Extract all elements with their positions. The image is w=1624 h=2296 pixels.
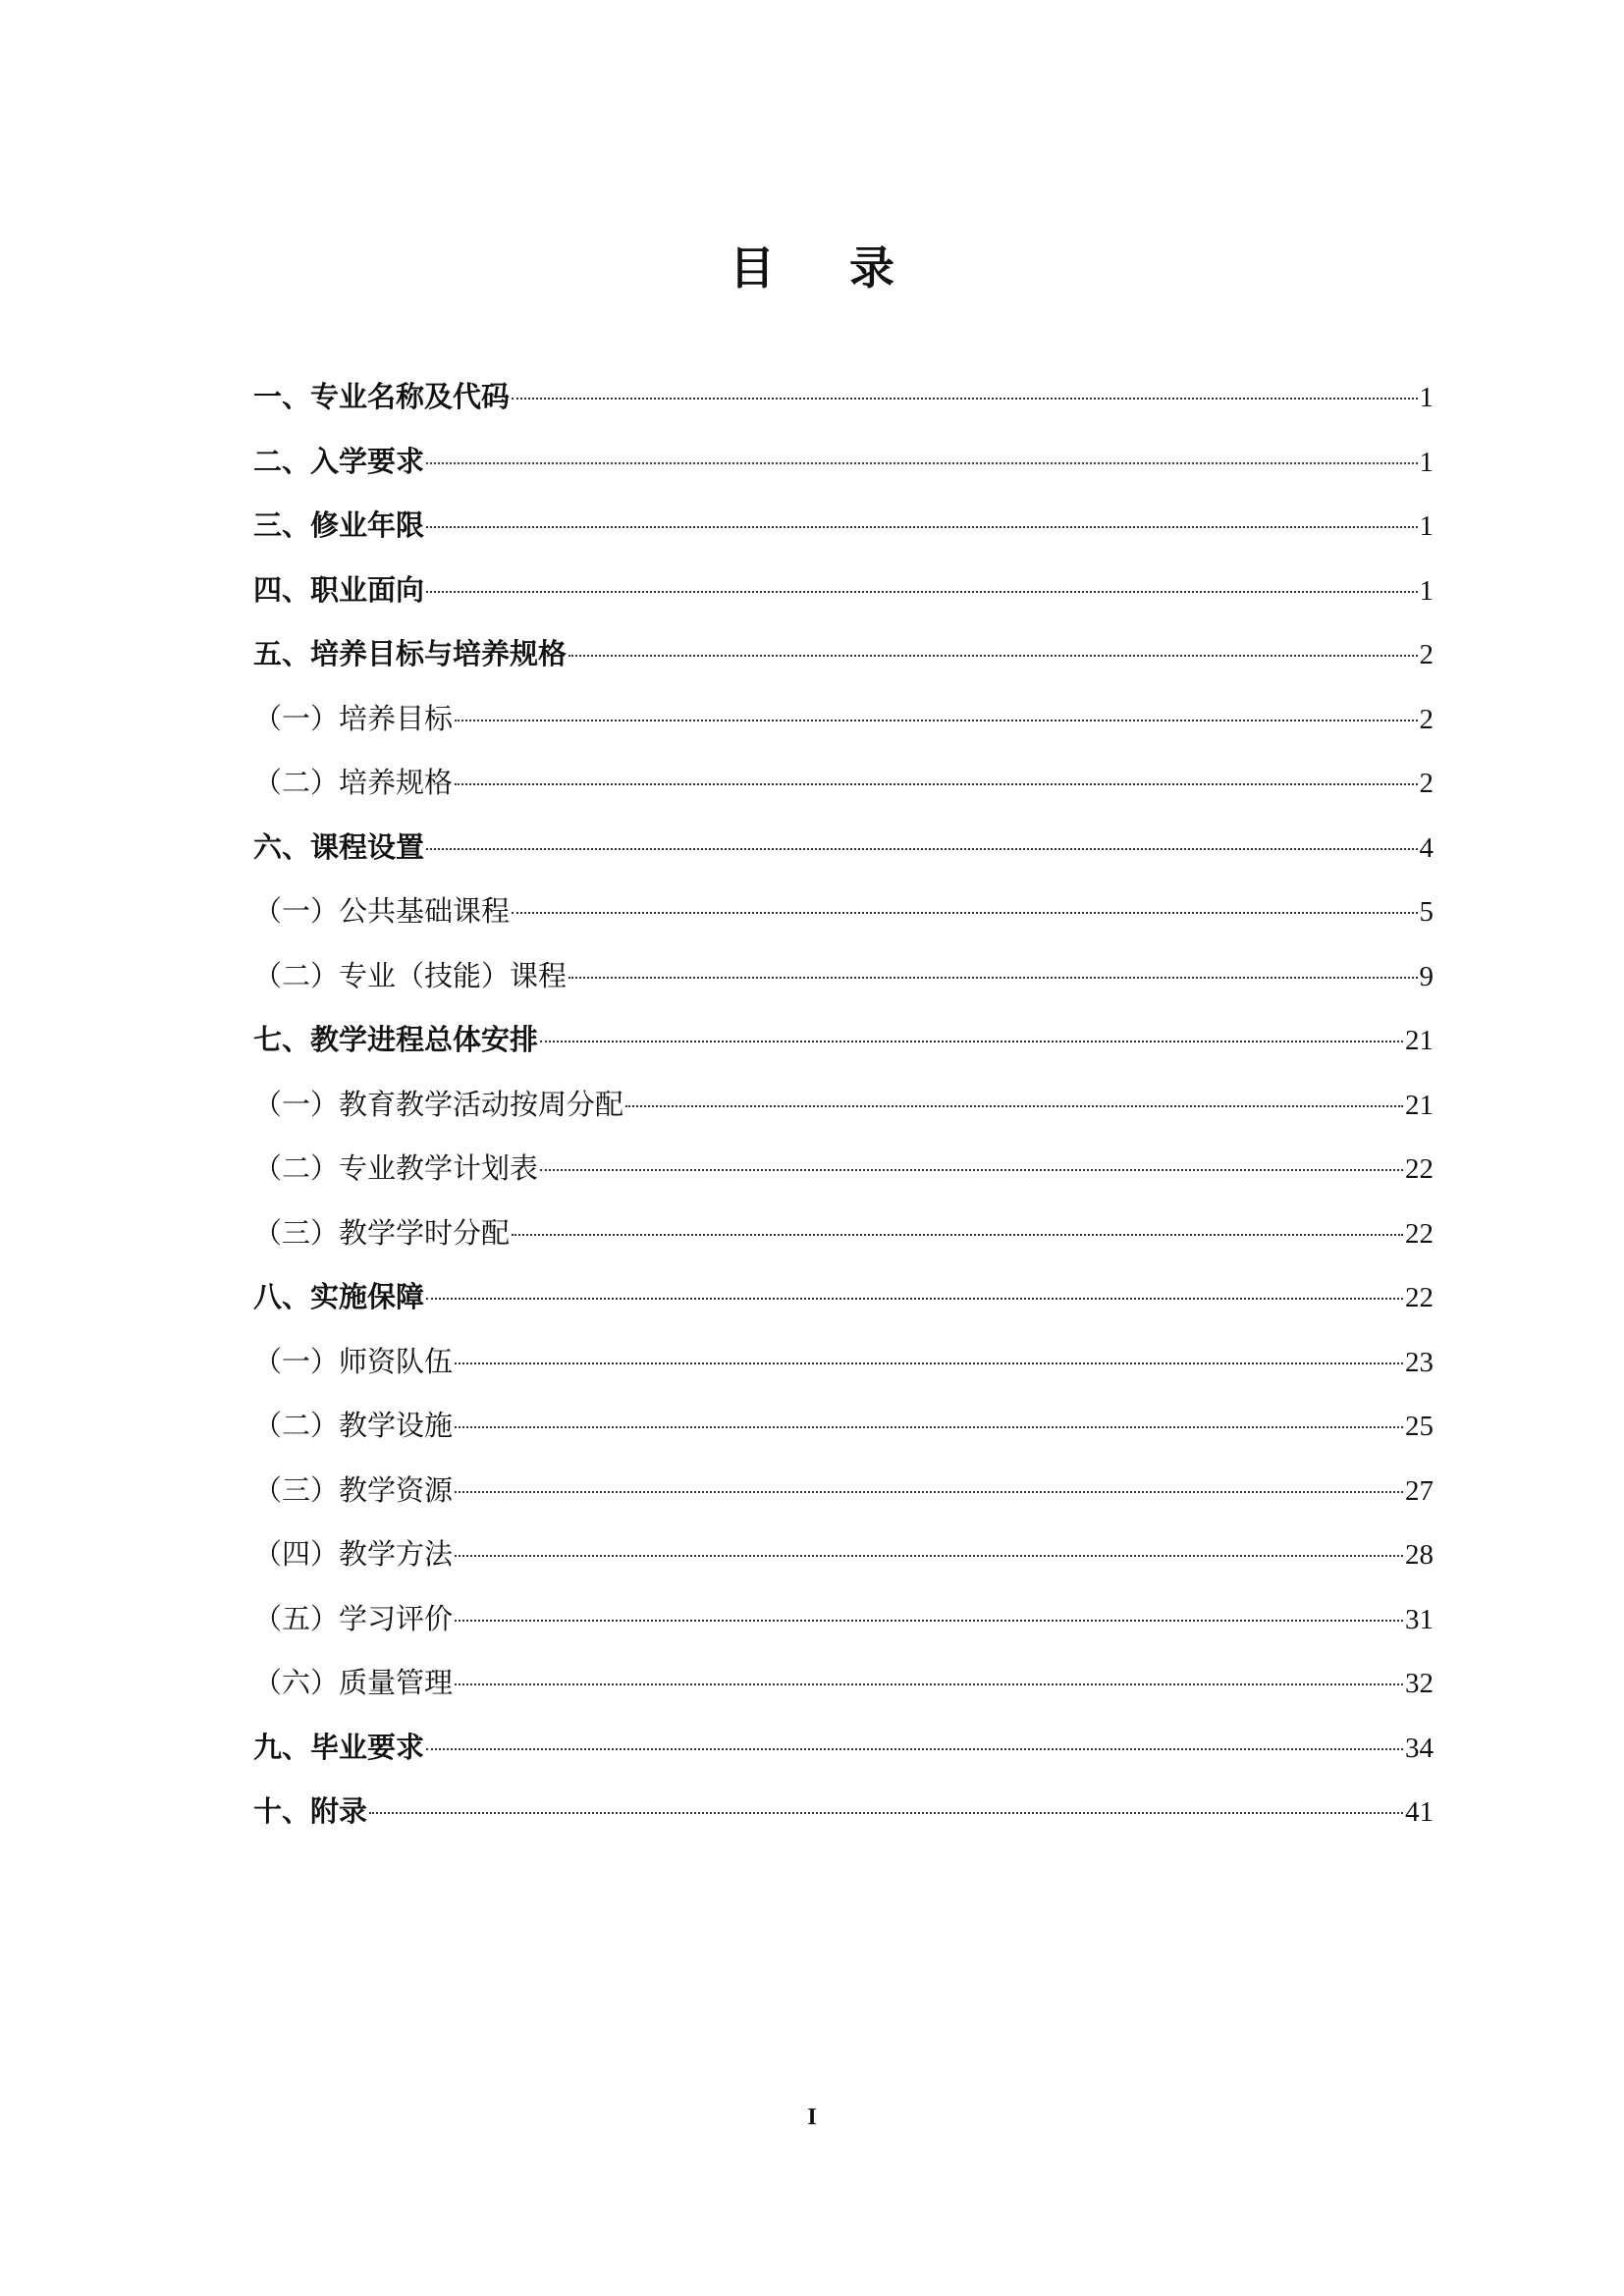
toc-subsection-entry[interactable] xyxy=(253,1651,1434,1716)
toc-subsection-entry[interactable] xyxy=(253,1522,1434,1587)
toc-entry-title: （四）教学方法 xyxy=(253,1537,454,1571)
dot-leader xyxy=(540,1169,1403,1171)
toc-entry-page-number: 1 xyxy=(1419,510,1434,542)
toc-subsection-entry[interactable] xyxy=(253,1587,1434,1652)
toc-entry-page-number: 1 xyxy=(1419,382,1434,413)
toc-entry-title: 一、专业名称及代码 xyxy=(253,380,511,413)
toc-section-entry[interactable] xyxy=(253,1265,1434,1330)
toc-subsection-entry[interactable] xyxy=(253,944,1434,1009)
dot-leader xyxy=(426,462,1417,464)
toc-subsection-entry[interactable] xyxy=(253,880,1434,944)
toc-subsection-entry[interactable] xyxy=(253,751,1434,816)
page-title: 目 录 xyxy=(729,240,924,294)
dot-leader xyxy=(426,1298,1403,1300)
toc-entry-title: （一）培养目标 xyxy=(253,701,454,735)
toc-subsection-entry[interactable] xyxy=(253,1330,1434,1395)
toc-section-entry[interactable] xyxy=(253,494,1434,559)
toc-subsection-entry[interactable] xyxy=(253,1073,1434,1138)
toc-entry-title: 二、入学要求 xyxy=(253,444,425,478)
toc-subsection-entry[interactable] xyxy=(253,1459,1434,1523)
toc-subsection-entry[interactable] xyxy=(253,1137,1434,1201)
toc-entry-page-number: 4 xyxy=(1419,831,1434,864)
toc-entry-page-number: 32 xyxy=(1405,1668,1434,1699)
toc-entry-page-number: 22 xyxy=(1405,1153,1434,1185)
toc-section-entry[interactable] xyxy=(253,816,1434,881)
dot-leader xyxy=(540,1041,1403,1042)
dot-leader xyxy=(512,398,1417,400)
dot-leader xyxy=(455,1683,1403,1685)
toc-entry-title: 五、培养目标与培养规格 xyxy=(253,637,568,670)
toc-section-entry[interactable] xyxy=(253,1716,1434,1781)
toc-entry-title: （六）质量管理 xyxy=(253,1666,454,1699)
page-number: I xyxy=(807,2105,817,2130)
toc-entry-page-number: 21 xyxy=(1405,1025,1434,1056)
toc-entry-title: （二）教学设施 xyxy=(253,1409,454,1442)
toc-entry-title: 八、实施保障 xyxy=(253,1280,425,1313)
toc-entry-title: （一）教育教学活动按周分配 xyxy=(253,1087,624,1121)
toc-entry-page-number: 31 xyxy=(1405,1603,1434,1635)
toc-entry-page-number: 21 xyxy=(1405,1089,1434,1121)
toc-section-entry[interactable] xyxy=(253,430,1434,495)
toc-entry-page-number: 41 xyxy=(1405,1796,1434,1828)
dot-leader xyxy=(426,848,1417,850)
toc-entry-page-number: 1 xyxy=(1419,446,1434,478)
dot-leader xyxy=(455,1362,1403,1364)
toc-entry-page-number: 27 xyxy=(1405,1474,1434,1507)
toc-section-entry[interactable] xyxy=(253,365,1434,430)
toc-entry-title: （二）专业（技能）课程 xyxy=(253,958,568,992)
toc-subsection-entry[interactable] xyxy=(253,1201,1434,1266)
toc-entry-title: （一）师资队伍 xyxy=(253,1344,454,1378)
toc-section-entry[interactable] xyxy=(253,1780,1434,1844)
toc-section-entry[interactable] xyxy=(253,1008,1434,1073)
dot-leader xyxy=(568,655,1417,657)
toc-entry-page-number: 22 xyxy=(1405,1282,1434,1313)
toc-entry-page-number: 34 xyxy=(1405,1732,1434,1764)
dot-leader xyxy=(455,783,1417,785)
toc-entry-page-number: 1 xyxy=(1419,574,1434,607)
toc-entry-page-number: 2 xyxy=(1419,639,1434,670)
toc-entry-title: （一）公共基础课程 xyxy=(253,894,511,928)
toc-subsection-entry[interactable] xyxy=(253,1394,1434,1459)
dot-leader xyxy=(512,912,1417,914)
toc-entry-title: 十、附录 xyxy=(253,1794,368,1828)
toc-section-entry[interactable] xyxy=(253,622,1434,687)
toc-entry-title: （二）专业教学计划表 xyxy=(253,1151,539,1185)
toc-section-entry[interactable] xyxy=(253,559,1434,623)
toc-entry-title: 三、修业年限 xyxy=(253,508,425,542)
dot-leader xyxy=(625,1105,1403,1107)
dot-leader xyxy=(426,526,1417,528)
toc-entry-page-number: 25 xyxy=(1405,1411,1434,1442)
toc-entry-page-number: 2 xyxy=(1419,768,1434,799)
toc-subsection-entry[interactable] xyxy=(253,687,1434,752)
toc-entry-title: 九、毕业要求 xyxy=(253,1730,425,1764)
toc-entry-page-number: 2 xyxy=(1419,703,1434,735)
toc-entry-title: （三）教学学时分配 xyxy=(253,1215,511,1250)
table-of-contents xyxy=(253,365,1434,1844)
toc-entry-title: 六、课程设置 xyxy=(253,829,425,864)
toc-entry-page-number: 5 xyxy=(1419,896,1434,928)
toc-entry-page-number: 23 xyxy=(1405,1346,1434,1378)
toc-entry-title: （五）学习评价 xyxy=(253,1601,454,1635)
dot-leader xyxy=(369,1812,1403,1814)
dot-leader xyxy=(455,1555,1403,1557)
dot-leader xyxy=(455,720,1417,721)
toc-entry-title: 七、教学进程总体安排 xyxy=(253,1023,539,1056)
dot-leader xyxy=(426,1748,1403,1750)
toc-entry-title: （二）培养规格 xyxy=(253,766,454,799)
dot-leader xyxy=(426,591,1417,593)
dot-leader xyxy=(512,1234,1403,1236)
toc-entry-page-number: 28 xyxy=(1405,1539,1434,1571)
dot-leader xyxy=(455,1620,1403,1622)
dot-leader xyxy=(568,977,1417,979)
dot-leader xyxy=(455,1426,1403,1428)
toc-entry-title: 四、职业面向 xyxy=(253,572,425,607)
toc-entry-page-number: 22 xyxy=(1405,1217,1434,1250)
toc-entry-page-number: 9 xyxy=(1419,960,1434,992)
toc-entry-title: （三）教学资源 xyxy=(253,1472,454,1507)
dot-leader xyxy=(455,1491,1403,1493)
